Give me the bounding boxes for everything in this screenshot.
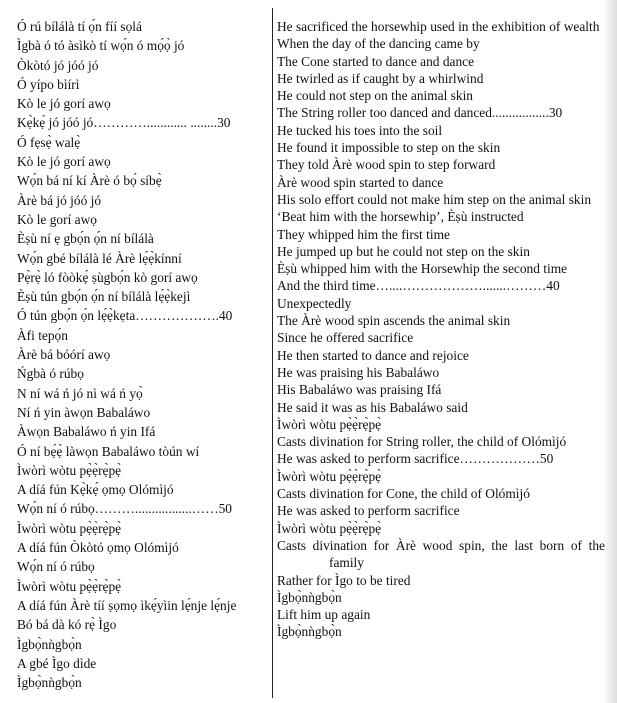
english-verse-line: He found it impossible to step on the skin [277, 140, 501, 156]
yoruba-verse-line: Ó rú bílálà tí ọ́n fíí sọlá [17, 19, 142, 34]
yoruba-verse-line: A díá fún Kẹ̀kẹ́ ọmọ Olómìjó [17, 482, 174, 498]
yoruba-verse-line: Ìwòrì wòtu pẹ̀ẹ̀rẹ̀pẹ̀ [17, 462, 122, 478]
yoruba-verse-line: Kẹ̀kẹ́ jó jóó jó…………............ ........30 [17, 115, 231, 131]
yoruba-verse-line: Ó ní bẹ́ẹ̀ làwọn Babaláwo tòún wí [17, 443, 200, 459]
english-verse-line: The Àrè wood spin ascends the animal skin [277, 313, 511, 329]
yoruba-verse-line: A díá fún Òkòtó ọmọ Olómìjó [17, 540, 179, 556]
yoruba-verse-line: Ìgbọ̀nǹgbọ̀n [17, 636, 82, 652]
yoruba-verse-line: Àrè bá bóórí awọ [17, 347, 111, 363]
yoruba-verse-line: Àfi tepọ́n [17, 327, 68, 343]
english-verse-line: The Cone started to dance and dance [277, 53, 475, 69]
yoruba-verse-line: Ńgbà ó rúbọ [17, 366, 84, 382]
yoruba-verse-line: Èṣù ní ẹ gbọ́n ọ́n ní bílálà [17, 231, 154, 247]
english-verse-line: And the third time…....……………….......………40 [277, 278, 560, 294]
yoruba-verse-line: Òkòtó jó jóó jó [17, 57, 99, 73]
yoruba-verse-line: Pẹ̀rẹ̀ ló fòòkẹ́ ṣùgbọ́n kò gorí awọ [17, 269, 198, 285]
english-verse-line: He tucked his toes into the soil [277, 122, 443, 138]
english-verse-line: Ìwòrì wòtu pẹ̀ẹ̀rẹ̀pẹ̀ [277, 416, 382, 432]
yoruba-verse-line: Ìgbọ̀nǹgbọ̀n [17, 675, 82, 691]
english-verse-line: Èṣù whipped him with the Horsewhip the second time [277, 261, 568, 277]
yoruba-verse-line: Kò le jó gorí awọ [17, 154, 111, 170]
english-verse-line: Àrè wood spin started to dance [277, 174, 444, 190]
yoruba-verse-line: Àrè bá jó jóó jó [17, 192, 102, 208]
english-verse-line: Ìgbọ̀nǹgbọ̀n [277, 624, 342, 640]
yoruba-verse-line: A gbé Ìgo dìde [17, 655, 97, 671]
english-verse-line: Rather for Ìgo to be tired [277, 572, 411, 588]
english-verse-line: They whipped him the first time [277, 226, 450, 242]
english-verse-line: His Babaláwo was praising Ifá [277, 382, 442, 398]
yoruba-verse-line: Ó tún gbọ́n ọ́n lẹ́ẹ̀kẹta……………….40 [17, 308, 233, 324]
english-verse-line: Casts divination for Cone, the child of Olómìjó [277, 486, 530, 502]
english-translation-column [277, 18, 605, 641]
yoruba-verse-line: Kò le gorí awọ [17, 211, 97, 227]
yoruba-verse-line: Ìgbà ó tó àsìkò tí wọ́n ó mọ́ọ̀ jó [17, 38, 185, 54]
english-verse-line: He said it was as his Babaláwo said [277, 399, 468, 415]
page-edge-shadow [603, 0, 617, 703]
yoruba-verse-line: Èṣù tún gbọ́n ọ́n ní bílálà lẹ́ẹ̀kejì [17, 289, 191, 305]
yoruba-verse-line: Ìwòrì wòtu pẹ̀ẹ̀rẹ̀pẹ̀ [17, 520, 122, 536]
yoruba-verse-line: Bó bá dà kó rẹ̀ Ìgo [17, 617, 117, 633]
english-verse-line: Lift him up again [277, 607, 371, 623]
yoruba-verse-line: Ìwòrì wòtu pẹ̀ẹ̀rẹ̀pẹ̀ [17, 578, 122, 594]
english-verse-line: Casts divination for Àrè wood spin, the last born of the family [277, 537, 605, 571]
column-divider [272, 8, 273, 698]
english-verse-line: He was asked to perform sacrifice………………50 [277, 451, 554, 467]
english-verse-line: He was praising his Babaláwo [277, 364, 440, 380]
english-verse-line: Since he offered sacrifice [277, 330, 414, 346]
yoruba-verse-line: Wọ́n ní ó rúbọ [17, 559, 95, 575]
english-verse-line: Ìwòrì wòtu pẹ̀ẹ̀rẹ̀pẹ̀ [277, 468, 382, 484]
yoruba-verse-line: Ó yípo bìírì [17, 76, 80, 92]
english-verse-line: He jumped up but he could not step on the skin [277, 243, 530, 259]
english-verse-line: He then started to dance and rejoice [277, 347, 469, 363]
yoruba-verse-line: Wọ́n ní ó rúbọ……….................……50 [17, 501, 232, 517]
english-verse-line: When the day of the dancing came by [277, 36, 480, 52]
english-verse-line: They told Àrè wood spin to step forward [277, 157, 496, 173]
english-verse-line: Casts divination for String roller, the child of Olómìjó [277, 434, 567, 450]
yoruba-verse-line: Kò le jó gorí awọ [17, 96, 111, 112]
english-verse-line: His solo effort could not make him step on the animal skin [277, 191, 592, 207]
yoruba-verse-column [17, 17, 269, 692]
yoruba-verse-line: Àwọn Babaláwo ń yin Ifá [17, 424, 156, 440]
yoruba-verse-line: A díá fún Àrè tíí ṣọmọ ìkẹ́yìin lẹ́nje lẹ́nje [17, 597, 237, 613]
english-verse-line: Ìgbọ̀nǹgbọ̀n [277, 589, 342, 605]
english-verse-line: He sacrificed the horsewhip used in the exhibition of wealth [277, 19, 600, 34]
english-verse-line: He twirled as if caught by a whirlwind [277, 70, 484, 86]
yoruba-verse-line: Ní ń yin àwọn Babaláwo [17, 404, 151, 420]
english-verse-line: He was asked to perform sacrifice [277, 503, 460, 519]
english-verse-line: The String roller too danced and danced.................30 [277, 105, 563, 121]
yoruba-verse-line: Wọ́n bá ní kí Àrè ó bọ́ síbẹ̀ [17, 173, 162, 189]
yoruba-verse-line: N ní wá ń jó nì wá ń yọ̀ [17, 385, 143, 401]
english-verse-line: Ìwòrì wòtu pẹ̀ẹ̀rẹ̀pẹ̀ [277, 520, 382, 536]
english-verse-line: He could not step on the animal skin [277, 88, 473, 104]
english-verse-line: Unexpectedly [277, 295, 352, 311]
yoruba-verse-line: Ó fẹsẹ̀ walẹ̀ [17, 134, 81, 150]
english-verse-line: ‘Beat him with the horsewhip’, Èṣù instructed [277, 209, 524, 225]
yoruba-verse-line: Wọ́n gbé bílálà lé Àrè lẹ́ẹ̀kínní [17, 250, 182, 266]
